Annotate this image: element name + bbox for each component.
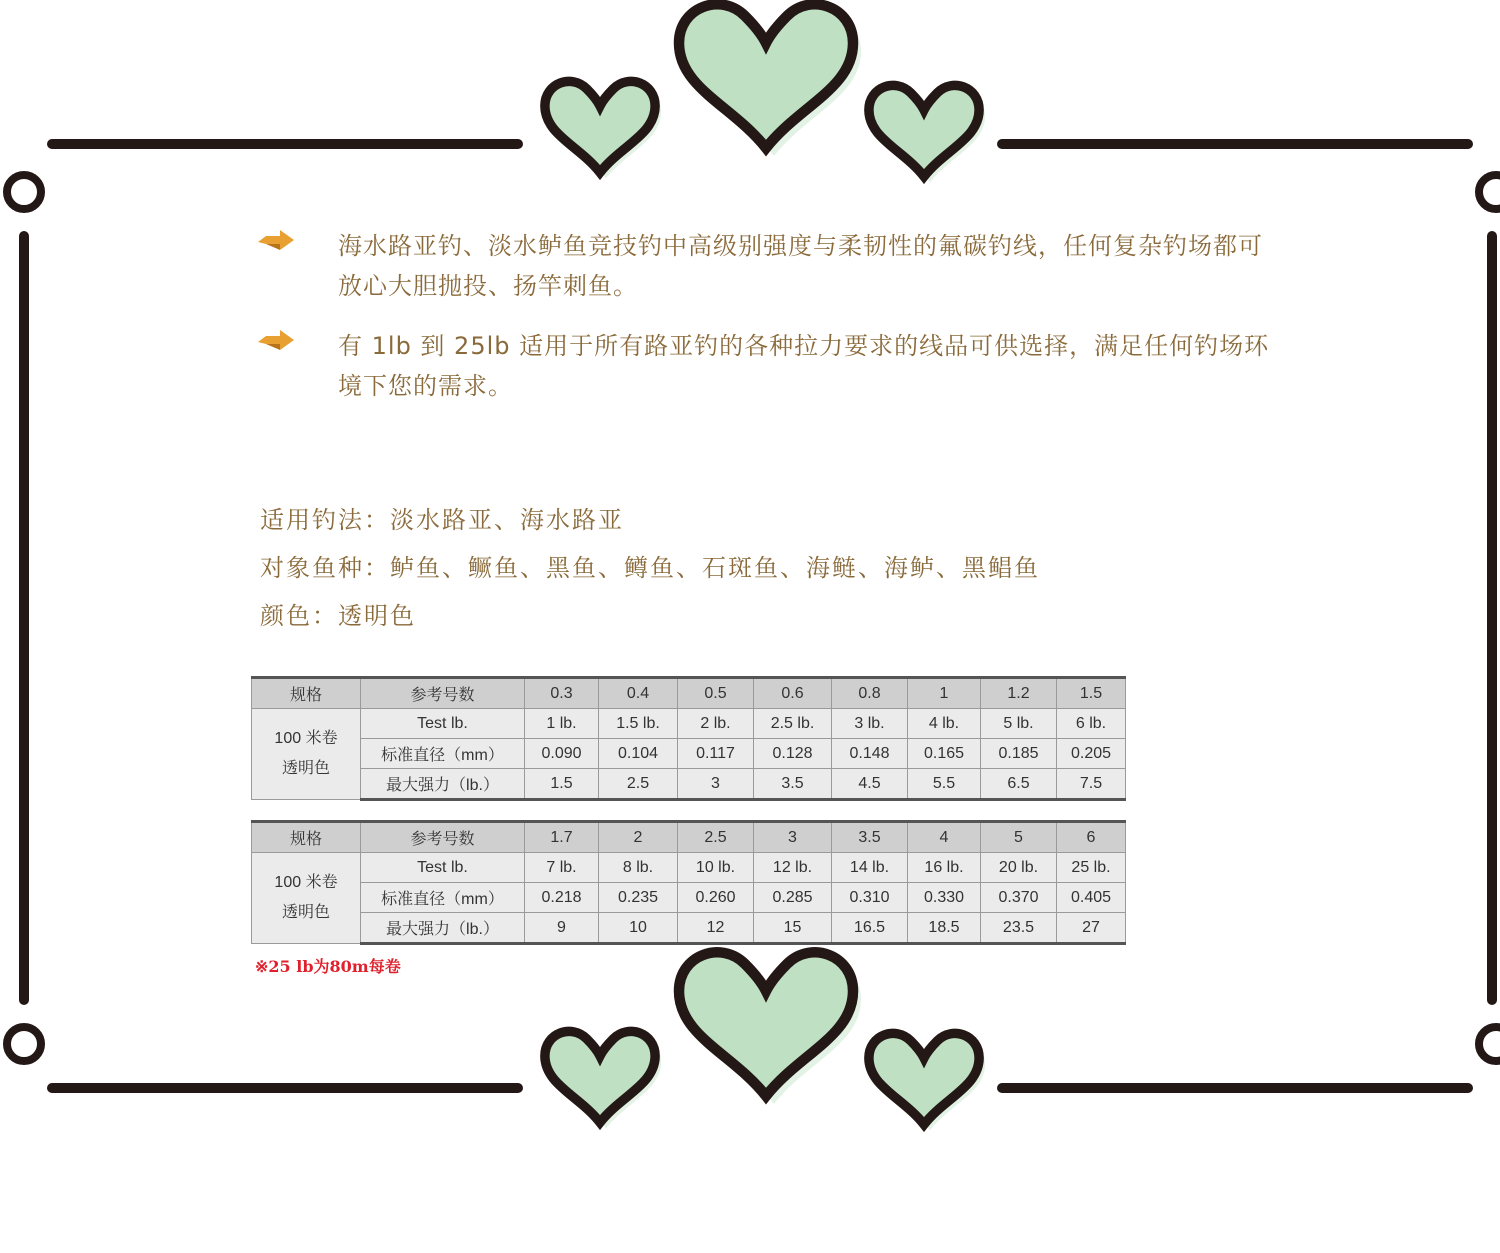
table-cell: 0.104 <box>599 739 678 769</box>
table-cell: 1 lb. <box>525 709 599 739</box>
table-cell: 18.5 <box>908 913 981 944</box>
table-cell: 0.128 <box>754 739 832 769</box>
table-cell: 4 <box>908 822 981 853</box>
table-cell: 1.5 lb. <box>599 709 678 739</box>
group-label-length: 100 米卷 <box>274 874 338 891</box>
table-cell: 12 <box>678 913 754 944</box>
row-label: 标准直径（mm） <box>361 739 525 769</box>
table-cell: 12 lb. <box>754 853 832 883</box>
table-row <box>252 769 1126 800</box>
table-cell: 10 lb. <box>678 853 754 883</box>
table-cell: 4 lb. <box>908 709 981 739</box>
feature-text-2: 有 1lb 到 25lb 适用于所有路亚钓的各种拉力要求的线品可供选择，满足任何钓场环境下您的需求。 <box>338 332 1270 400</box>
table-cell: 3 <box>678 769 754 800</box>
group-label-color: 透明色 <box>281 760 330 777</box>
table-row <box>252 709 1126 739</box>
row-label: 参考号数 <box>361 822 525 853</box>
table-cell: 0.218 <box>525 883 599 913</box>
table-cell: 0.205 <box>1057 739 1126 769</box>
row-label: Test lb. <box>361 853 525 883</box>
table-cell: 23.5 <box>981 913 1057 944</box>
table-cell: 0.5 <box>678 678 754 709</box>
table-cell: 15 <box>754 913 832 944</box>
heart-icon <box>679 952 861 1104</box>
table-cell: 5 lb. <box>981 709 1057 739</box>
table-cell: 0.405 <box>1057 883 1126 913</box>
row-label: 参考号数 <box>361 678 525 709</box>
table-cell: 16 lb. <box>908 853 981 883</box>
table-cell: 2.5 <box>678 822 754 853</box>
fishing-methods: 适用钓法：淡水路亚、海水路亚 <box>260 506 624 534</box>
row-label: 标准直径（mm） <box>361 883 525 913</box>
feature-text-1: 海水路亚钓、淡水鲈鱼竞技钓中高级别强度与柔韧性的氟碳钓线，任何复杂钓场都可放心大胆抛投、扬竿刺鱼。 <box>338 232 1263 300</box>
table-cell: 16.5 <box>832 913 908 944</box>
spec-header: 规格 <box>252 822 361 853</box>
table-cell: 27 <box>1057 913 1126 944</box>
spec-table-2 <box>251 820 1126 945</box>
group-label-length: 100 米卷 <box>274 730 338 747</box>
group-label <box>252 709 361 800</box>
table-cell: 0.185 <box>981 739 1057 769</box>
group-label-color: 透明色 <box>281 904 330 921</box>
table-cell: 10 <box>599 913 678 944</box>
table-cell: 0.235 <box>599 883 678 913</box>
table-cell: 3 lb. <box>832 709 908 739</box>
heart-icon <box>679 4 861 156</box>
table-row <box>252 883 1126 913</box>
spec-header: 规格 <box>252 678 361 709</box>
table-cell: 0.165 <box>908 739 981 769</box>
table-cell: 5 <box>981 822 1057 853</box>
table-cell: 0.117 <box>678 739 754 769</box>
table-cell: 6.5 <box>981 769 1057 800</box>
table-cell: 0.3 <box>525 678 599 709</box>
table-cell: 0.8 <box>832 678 908 709</box>
table-cell: 0.090 <box>525 739 599 769</box>
table-cell: 0.6 <box>754 678 832 709</box>
table-cell: 6 lb. <box>1057 709 1126 739</box>
table-cell: 0.4 <box>599 678 678 709</box>
table-cell: 1.7 <box>525 822 599 853</box>
target-species: 对象鱼种：鲈鱼、鳜鱼、黑鱼、鳟鱼、石斑鱼、海鲢、海鲈、黑鲳鱼 <box>260 554 1040 582</box>
table-cell: 5.5 <box>908 769 981 800</box>
table-cell: 1.5 <box>525 769 599 800</box>
table-cell: 20 lb. <box>981 853 1057 883</box>
footnote: ※25 lb为80m每卷 <box>255 957 401 976</box>
row-label: Test lb. <box>361 709 525 739</box>
table-cell: 0.330 <box>908 883 981 913</box>
arrow-bullet-icon <box>258 330 294 350</box>
table-row <box>252 822 1126 853</box>
table-cell: 2 <box>599 822 678 853</box>
table-cell: 3 <box>754 822 832 853</box>
table-cell: 0.370 <box>981 883 1057 913</box>
table-cell: 3.5 <box>754 769 832 800</box>
heart-icon <box>869 85 985 182</box>
row-label: 最大强力（lb.） <box>361 913 525 944</box>
heart-icon <box>545 1031 661 1128</box>
table-cell: 0.148 <box>832 739 908 769</box>
row-label: 最大强力（lb.） <box>361 769 525 800</box>
heart-icon <box>869 1033 985 1130</box>
heart-icon <box>545 81 661 178</box>
table-cell: 1.2 <box>981 678 1057 709</box>
table-cell: 0.310 <box>832 883 908 913</box>
table-row <box>252 853 1126 883</box>
table-cell: 2.5 lb. <box>754 709 832 739</box>
arrow-bullet-icon <box>258 230 294 250</box>
table-row <box>252 678 1126 709</box>
table-cell: 0.285 <box>754 883 832 913</box>
spec-table-1 <box>251 676 1126 801</box>
table-cell: 0.260 <box>678 883 754 913</box>
table-cell: 8 lb. <box>599 853 678 883</box>
table-cell: 14 lb. <box>832 853 908 883</box>
table-row <box>252 913 1126 944</box>
table-cell: 1 <box>908 678 981 709</box>
table-cell: 2 lb. <box>678 709 754 739</box>
table-cell: 6 <box>1057 822 1126 853</box>
table-cell: 1.5 <box>1057 678 1126 709</box>
table-cell: 7 lb. <box>525 853 599 883</box>
table-cell: 25 lb. <box>1057 853 1126 883</box>
table-cell: 4.5 <box>832 769 908 800</box>
table-cell: 7.5 <box>1057 769 1126 800</box>
table-cell: 2.5 <box>599 769 678 800</box>
group-label <box>252 853 361 944</box>
line-color: 颜色：透明色 <box>260 602 416 630</box>
table-cell: 3.5 <box>832 822 908 853</box>
table-row <box>252 739 1126 769</box>
table-cell: 9 <box>525 913 599 944</box>
